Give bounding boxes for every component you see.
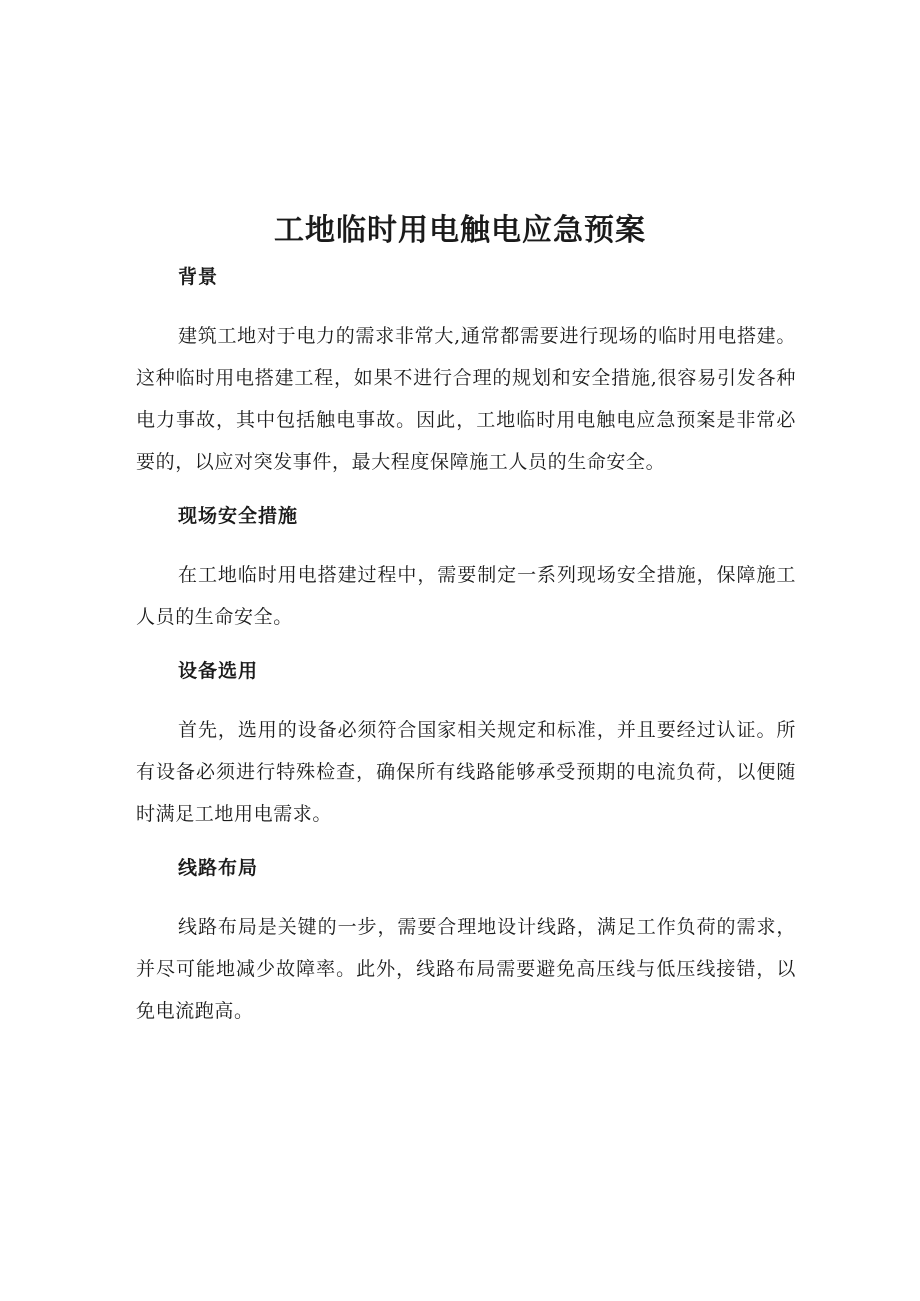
- section-equipment-selection: [136, 652, 796, 835]
- section-background: [136, 258, 796, 483]
- section-heading: 设备选用: [178, 660, 259, 682]
- section-heading: 线路布局: [178, 857, 259, 879]
- section-paragraph: 建筑工地对于电力的需求非常大,通常都需要进行现场的临时用电搭建。这种临时用电搭建工程，如果不进行合理的规划和安全措施,很容易引发各种电力事故，其中包括触电事故。因此，工地临时用电触电应急预案是非常必要的，以应对突发事件，最大程度保障施工人员的生命安全。: [136, 325, 796, 473]
- document-title: 工地临时用电触电应急预案: [274, 213, 646, 248]
- section-paragraph: 首先，选用的设备必须符合国家相关规定和标准，并且要经过认证。所有设备必须进行特殊检查，确保所有线路能够承受预期的电流负荷，以便随时满足工地用电需求。: [136, 719, 796, 825]
- document-body: [136, 258, 796, 1046]
- section-heading: 现场安全措施: [178, 505, 299, 527]
- section-paragraph: 在工地临时用电搭建过程中，需要制定一系列现场安全措施，保障施工人员的生命安全。: [136, 564, 796, 628]
- section-wiring-layout: [136, 849, 796, 1032]
- section-heading: 背景: [178, 266, 219, 288]
- section-site-safety-measures: [136, 497, 796, 638]
- section-paragraph: 线路布局是关键的一步，需要合理地设计线路，满足工作负荷的需求，并尽可能地减少故障率。此外，线路布局需要避免高压线与低压线接错，以免电流跑高。: [136, 916, 796, 1022]
